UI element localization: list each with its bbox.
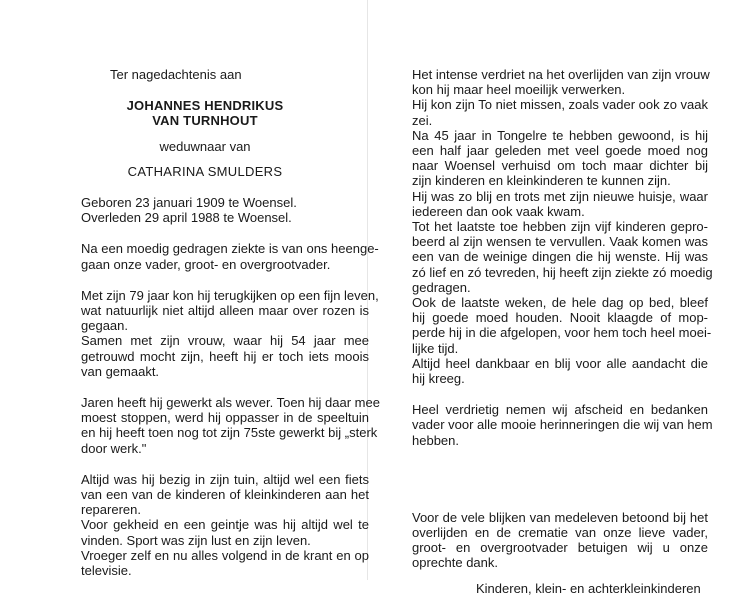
spouse-name: CATHARINA SMULDERS — [127, 163, 283, 179]
paragraph — [412, 219, 713, 295]
text-line: getrouwd mocht zijn, heeft hij er toch iets moois — [81, 348, 369, 364]
text-line: Met zijn 79 jaar kon hij terugkijken op een fijn leven, — [81, 287, 379, 303]
text-line: een half jaar geleden met veel goede moed nog — [412, 143, 708, 159]
text-line: Na 45 jaar in Tongelre te hebben gewoond, is hij — [412, 127, 708, 143]
paragraph — [81, 287, 379, 334]
paragraph — [412, 402, 713, 448]
text-line: lijke tijd. — [412, 340, 459, 356]
left-panel — [81, 67, 380, 579]
widower-text: weduwnaar van — [159, 138, 251, 154]
text-line: overlijden en de crematie van onze lieve vader, — [412, 525, 708, 541]
paragraph — [81, 472, 369, 518]
text-line: door werk." — [81, 440, 147, 456]
text-line: Samen met zijn vrouw, waar hij 54 jaar mee — [81, 333, 369, 349]
paragraph — [412, 97, 708, 127]
text-line: Na een moedig gedragen ziekte is van ons heenge- — [81, 241, 379, 257]
text-line: Heel verdrietig nemen wij afscheid en bedanken — [412, 402, 708, 418]
text-line: Voor gekheid en een geintje was hij altijd wel te — [81, 517, 369, 533]
text-line: en hij heeft toen nog tot zijn 75ste gewerkt bij „sterk — [81, 425, 378, 441]
text-line: moest stoppen, werd hij oppasser in de speeltuin — [81, 410, 369, 426]
text-line: gaan onze vader, groot- en overgrootvader. — [81, 256, 331, 272]
text-line: Voor de vele blijken van medeleven betoond bij het — [412, 509, 708, 525]
text-line: Hij was zo blij en trots met zijn nieuwe huisje, waar — [412, 188, 708, 204]
text-line: Vroeger zelf en nu alles volgend in de krant en op — [81, 547, 369, 563]
text-line: een van de weinige dingen die hij wenste. Hij was — [412, 249, 708, 265]
text-line: Jaren heeft hij gewerkt als wever. Toen hij daar mee — [81, 395, 380, 411]
text-line: oprechte dank. — [412, 555, 499, 571]
text-line: zijn kinderen en kleinkinderen te kunnen zijn. — [412, 173, 671, 189]
text-line: van een van de kinderen of kleinkinderen aan het — [81, 487, 369, 503]
text-line: wat natuurlijk niet altijd alleen maar over rozen is — [81, 303, 369, 319]
text-line: gegaan. — [81, 318, 128, 334]
text-line: hij kreeg. — [412, 371, 465, 387]
paragraph — [412, 295, 712, 356]
deceased-name-line2: VAN TURNHOUT — [152, 113, 258, 129]
birth-date: Geboren 23 januari 1909 te Woensel. — [81, 195, 297, 211]
text-line: vader voor alle mooie herinneringen die wij van hem — [412, 417, 713, 433]
text-line: naar Woensel verhuisd om toch maar dichter bij — [412, 158, 708, 174]
text-line: hebben. — [412, 432, 459, 448]
text-line: repareren. — [81, 502, 141, 518]
paragraph — [81, 517, 369, 547]
text-line: gedragen. — [412, 279, 471, 295]
text-line: Tot het laatste toe hebben zijn vijf kinderen gepro- — [412, 219, 708, 235]
paragraph — [81, 333, 369, 379]
text-line: van gemaakt. — [81, 363, 160, 379]
text-line: Ook de laatste weken, de hele dag op bed, bleef — [412, 295, 708, 311]
deceased-name-line1: JOHANNES HENDRIKUS — [126, 98, 284, 114]
memory-heading: Ter nagedachtenis aan — [110, 67, 242, 82]
text-line: vinden. Sport was zijn lust en zijn leven. — [81, 532, 311, 548]
signature: Kinderen, klein- en achterkleinkinderen — [476, 580, 701, 596]
text-line: groot- en overgrootvader betuigen wij u onze — [412, 540, 708, 556]
text-line: iedereen dan ook vaak kwam. — [412, 203, 585, 219]
paragraph — [81, 395, 380, 456]
right-panel — [412, 67, 713, 596]
death-date: Overleden 29 april 1988 te Woensel. — [81, 210, 292, 226]
paragraph — [81, 548, 369, 578]
text-line: Altijd was hij bezig in zijn tuin, altijd wel een fiets — [81, 471, 369, 487]
paragraph — [412, 356, 708, 386]
text-line: zó lief en zó tevreden, hij heeft zijn ziekte zó moedig — [412, 264, 713, 280]
text-line: televisie. — [81, 563, 132, 579]
text-line: Hij kon zijn To niet missen, zoals vader ook zo vaak — [412, 97, 709, 113]
paragraph — [412, 128, 708, 189]
text-line: zei. — [412, 112, 433, 128]
thank-you-paragraph — [412, 510, 708, 571]
text-line: hij goede moed houden. Nooit klaagde of mop- — [412, 310, 708, 326]
paragraph — [412, 67, 708, 97]
paragraph — [81, 241, 379, 272]
paragraph — [412, 189, 708, 219]
text-line: kon hij maar heel moeilijk verwerken. — [412, 82, 626, 98]
text-line: Het intense verdriet na het overlijden van zijn vrouw — [412, 67, 710, 82]
text-line: Altijd heel dankbaar en blij voor alle aandacht die — [412, 355, 708, 371]
text-line: perde hij in die afgelopen, voor hem toch heel moei- — [412, 325, 712, 341]
text-line: beerd al zijn wensen te vervullen. Vaak komen was — [412, 234, 708, 250]
